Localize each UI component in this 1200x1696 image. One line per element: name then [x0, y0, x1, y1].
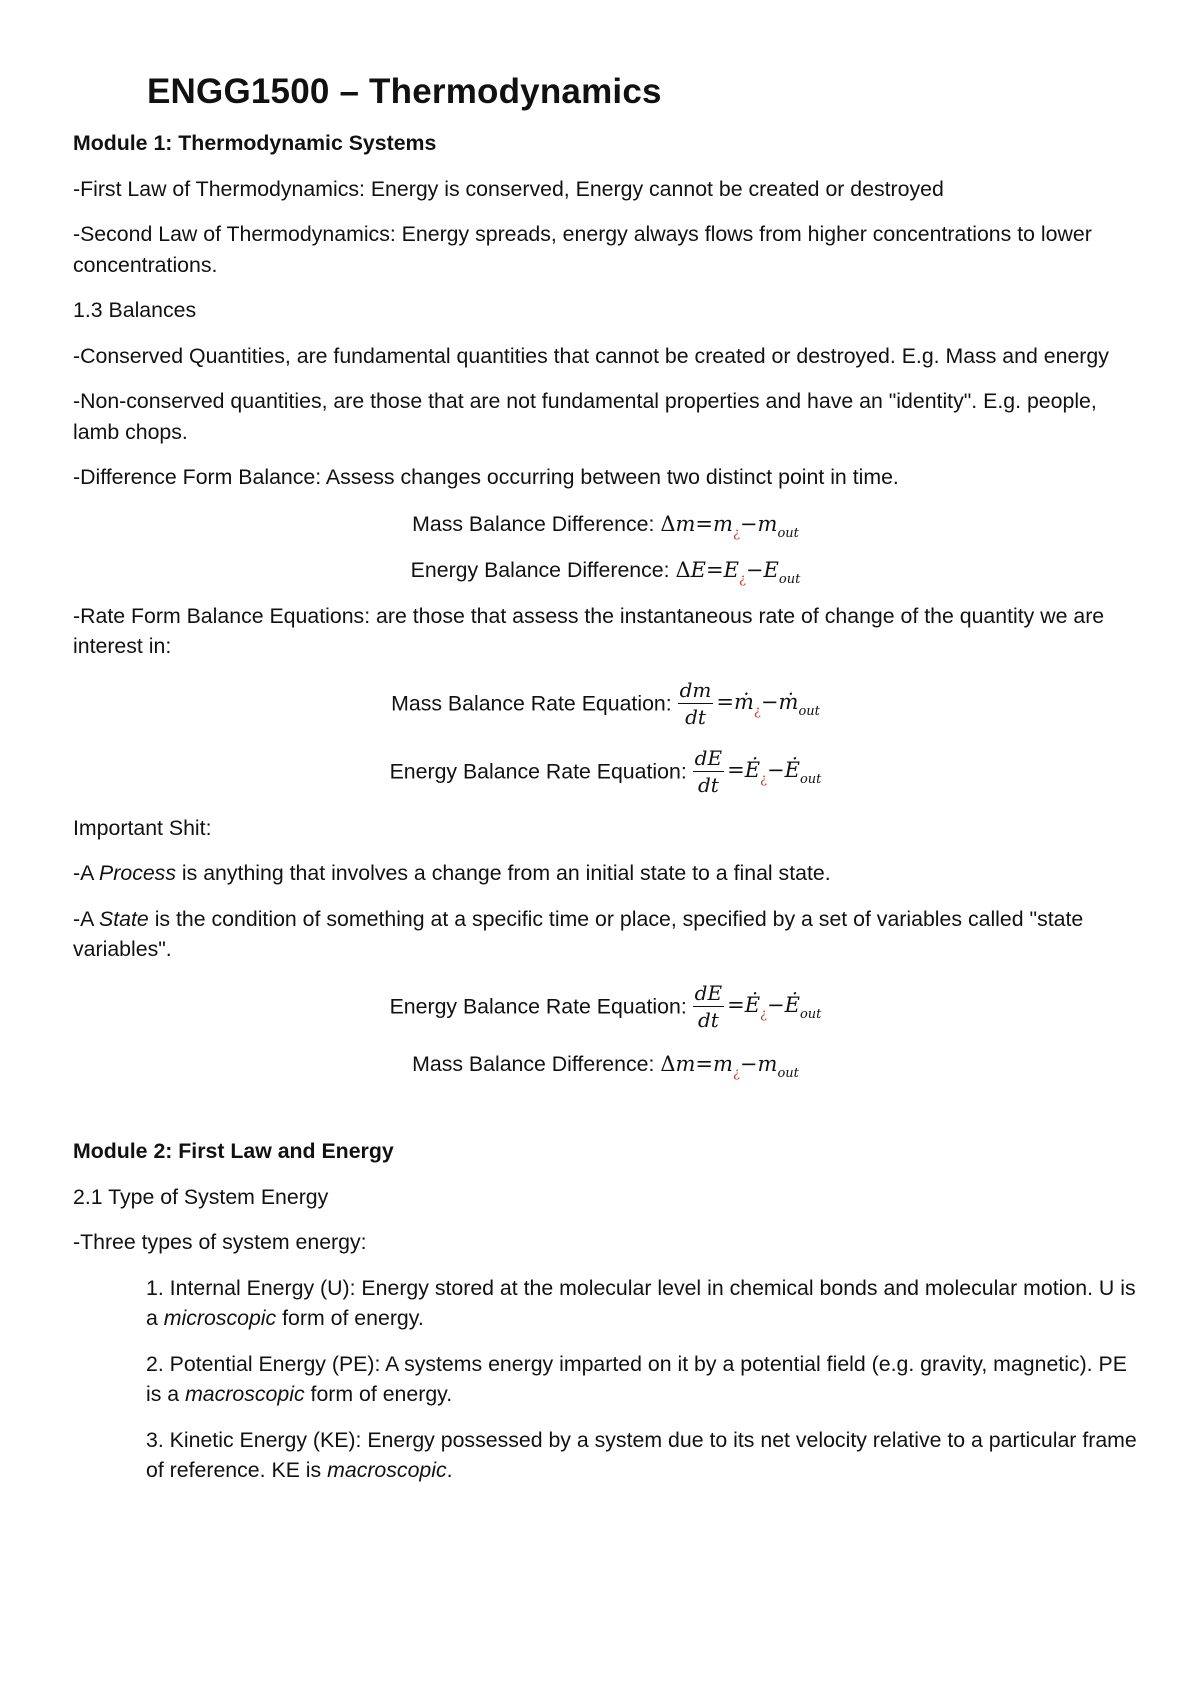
state-definition: -A State is the condition of something at a specific time or place, specified by a set of variables called "state variables". [73, 906, 1084, 962]
section-spacer [73, 1094, 1138, 1136]
list-item-kinetic-energy: 3. Kinetic Energy (KE): Energy possessed by a system due to its net velocity relative to a particular frame of reference. KE is macroscopic. [146, 1427, 1137, 1483]
energy-rate-formula: $\frac{dE}{dt}$ $=Ė_¿-Ė_{out}$ [694, 745, 822, 797]
mass-rate-formula: $\frac{dm}{dt}$ =ṁ$_¿$−ṁ$_{out}$ [679, 677, 820, 729]
page-title: ENGG1500 – Thermodynamics [147, 72, 662, 111]
energy-balance-difference-equation [73, 554, 1138, 586]
energy-balance-rate-equation [73, 980, 1138, 1033]
equation-label: Energy Balance Rate Equation: [389, 759, 687, 783]
balances-heading: 1.3 Balances [73, 298, 197, 322]
mass-difference-formula: $\Delta m=m_¿-m_{out}$ [660, 1051, 799, 1081]
energy-balance-rate-equation [73, 745, 1138, 798]
mass-balance-difference-equation [73, 508, 1138, 540]
energy-rate-formula: $\frac{dE}{dt}$ $=Ė_¿-Ė_{out}$ [694, 980, 822, 1032]
process-definition: -A Process is anything that involves a change from an initial state to a final state. [73, 861, 831, 886]
conserved-text: -Conserved Quantities, are fundamental quantities that cannot be created or destroyed. E.g. Mass and energy [73, 343, 1109, 368]
list-item-internal-energy: 1. Internal Energy (U): Energy stored at the molecular level in chemical bonds and molecular motion. U is a microscopic form of energy. [146, 1275, 1136, 1331]
equation-label: Energy Balance Difference: [410, 558, 670, 583]
document-body [73, 128, 1138, 1501]
difference-form-text: -Difference Form Balance: Assess changes occurring between two distinct point in time. [73, 465, 899, 489]
mass-balance-rate-equation [73, 677, 1138, 730]
module2-heading: Module 2: First Law and Energy [73, 1139, 394, 1164]
mass-difference-formula: $\Delta m=m_¿-m_{out}$ [660, 511, 799, 541]
system-energy-heading: 2.1 Type of System Energy [73, 1184, 329, 1209]
rate-form-text: -Rate Form Balance Equations: are those that assess the instantaneous rate of change of the quantity we are interest in: [73, 603, 1105, 659]
energy-difference-formula: $\Delta E=E_¿-E_{out}$ [675, 558, 801, 588]
first-law-text: -First Law of Thermodynamics: Energy is conserved, Energy cannot be created or destroyed [73, 176, 944, 201]
second-law-text: -Second Law of Thermodynamics: Energy spreads, energy always flows from higher concentrations to lower concentrations. [73, 222, 1092, 277]
equation-label: Mass Balance Difference: [412, 511, 655, 536]
list-item-potential-energy: 2. Potential Energy (PE): A systems energy imparted on it by a potential field (e.g. gravity, magnetic). PE is a macroscopic form of energy. [146, 1351, 1127, 1407]
equation-label: Mass Balance Difference: [412, 1051, 655, 1076]
mass-balance-difference-equation [73, 1048, 1138, 1080]
important-heading: Important Shit: [73, 815, 212, 840]
equation-label: Mass Balance Rate Equation: [391, 691, 672, 715]
equation-label: Energy Balance Rate Equation: [389, 994, 687, 1018]
non-conserved-text: -Non-conserved quantities, are those that are not fundamental properties and have an "identity". E.g. people, lamb chops. [73, 389, 1097, 444]
module1-heading: Module 1: Thermodynamic Systems [73, 131, 437, 155]
energy-types-intro: -Three types of system energy: [73, 1230, 367, 1255]
